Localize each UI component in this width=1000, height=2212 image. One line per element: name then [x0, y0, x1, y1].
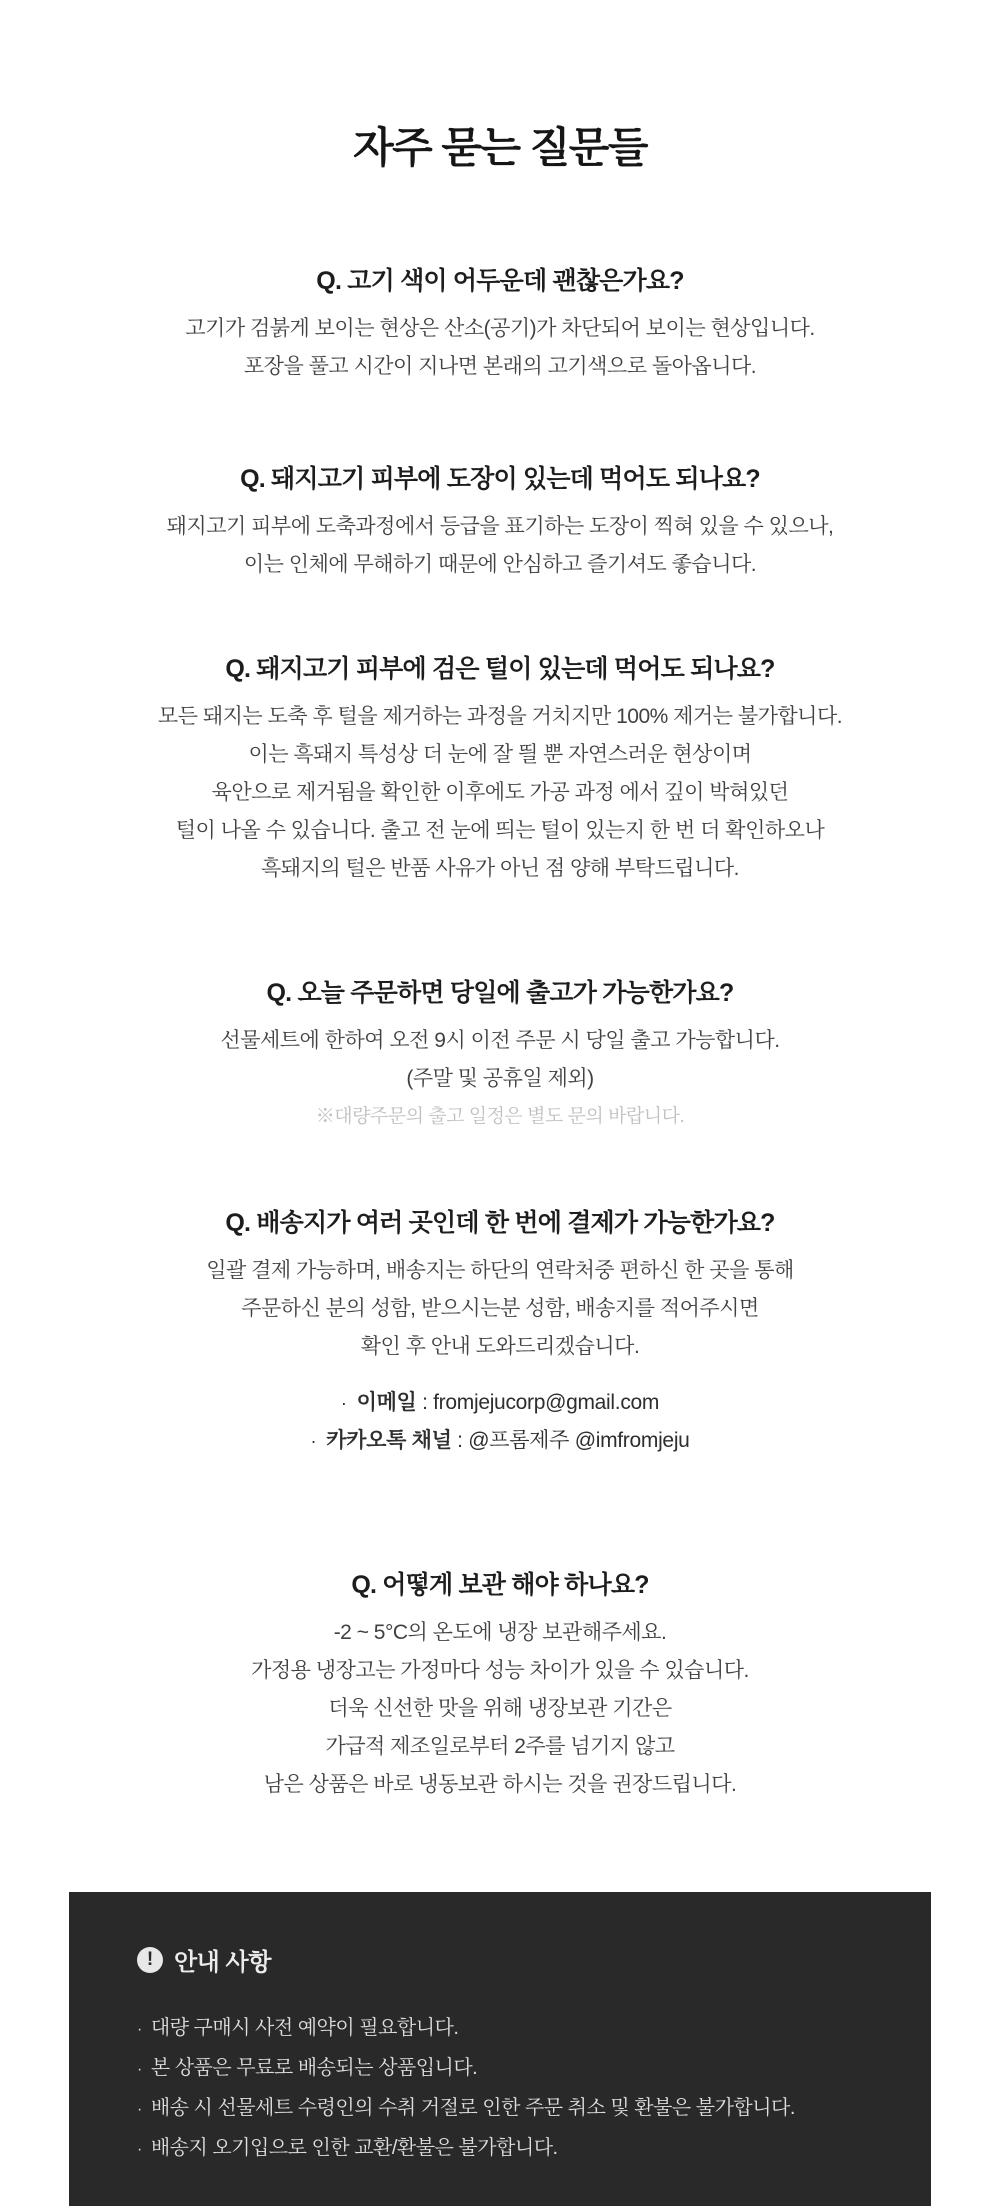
bullet-dot: · — [310, 1431, 317, 1451]
notice-list — [137, 2009, 891, 2169]
faq-answer-line: 포장을 풀고 시간이 지나면 본래의 고기색으로 돌아옵니다. — [243, 355, 757, 378]
faq-item-multiple-addresses — [0, 1208, 1000, 1460]
faq-answer-line: (주말 및 공휴일 제외) — [406, 1067, 594, 1090]
faq-item-skin-stamp — [0, 464, 1000, 584]
faq-question: Q. 돼지고기 피부에 검은 털이 있는데 먹어도 되나요? — [225, 655, 775, 683]
faq-question: Q. 고기 색이 어두운데 괜찮은가요? — [316, 267, 684, 295]
faq-item-storage — [0, 1570, 1000, 1804]
notice-title-row — [137, 1942, 891, 1977]
faq-answer-line: 더욱 신선한 맛을 위해 냉장보관 기간은 — [328, 1697, 672, 1720]
faq-answer-line: 이는 흑돼지 특성상 더 눈에 잘 띌 뿐 자연스러운 현상이며 — [248, 743, 752, 766]
faq-answer-line: 고기가 검붉게 보이는 현상은 산소(공기)가 차단되어 보이는 현상입니다. — [185, 317, 815, 340]
notice-item-text: 대량 구매시 사전 예약이 필요합니다. — [150, 2017, 459, 2039]
contact-email-label: 이메일 — [356, 1391, 417, 1414]
faq-answer-line: 모든 돼지는 도축 후 털을 제거하는 과정을 거치지만 100% 제거는 불가합니다. — [157, 705, 843, 728]
faq-question: Q. 어떻게 보관 해야 하나요? — [351, 1571, 649, 1599]
notice-item-text: 배송 시 선물세트 수령인의 수취 거절로 인한 주문 취소 및 환불은 불가합니다. — [150, 2097, 795, 2119]
notice-item — [137, 2129, 891, 2169]
notice-item-text: 본 상품은 무료로 배송되는 상품입니다. — [150, 2057, 478, 2079]
notice-item — [137, 2089, 891, 2129]
faq-answer-line: 육안으로 제거됨을 확인한 이후에도 가공 과정 에서 깊이 박혀있던 — [211, 781, 789, 804]
notice-box — [69, 1892, 931, 2206]
contact-email — [0, 1384, 1000, 1422]
faq-question: Q. 돼지고기 피부에 도장이 있는데 먹어도 되나요? — [240, 465, 760, 493]
faq-answer-line: 흑돼지의 털은 반품 사유가 아닌 점 양해 부탁드립니다. — [261, 857, 739, 880]
faq-answer-line: 가급적 제조일로부터 2주를 넘기지 않고 — [325, 1735, 675, 1758]
bullet-dot: · — [137, 2021, 142, 2038]
bullet-dot: · — [137, 2101, 142, 2118]
faq-answer-line: 털이 나올 수 있습니다. 출고 전 눈에 띄는 털이 있는지 한 번 더 확인하오나 — [175, 819, 825, 842]
bullet-dot: · — [340, 1393, 347, 1413]
faq-note: ※대량주문의 출고 일정은 별도 문의 바랍니다. — [315, 1106, 685, 1127]
faq-answer-line: 주문하신 분의 성함, 받으시는분 성함, 배송지를 적어주시면 — [241, 1297, 759, 1320]
notice-title: 안내 사항 — [174, 1949, 271, 1976]
exclamation-icon: ! — [137, 1947, 163, 1973]
bullet-dot: · — [137, 2061, 142, 2078]
faq-answer-line: 선물세트에 한하여 오전 9시 이전 주문 시 당일 출고 가능합니다. — [220, 1029, 780, 1052]
page-title: 자주 묻는 질문들 — [353, 124, 647, 171]
faq-answer-line: 남은 상품은 바로 냉동보관 하시는 것을 권장드립니다. — [263, 1773, 737, 1796]
contact-kakao-value: : @프롬제주 @imfromjeju — [451, 1429, 690, 1452]
notice-item — [137, 2009, 891, 2049]
contact-list — [0, 1384, 1000, 1460]
faq-question: Q. 오늘 주문하면 당일에 출고가 가능한가요? — [266, 979, 734, 1007]
contact-kakao — [0, 1422, 1000, 1460]
contact-email-value: : fromjejucorp@gmail.com — [416, 1391, 660, 1414]
faq-item-meat-color — [0, 266, 1000, 386]
notice-item — [137, 2049, 891, 2089]
faq-answer-line: 돼지고기 피부에 도축과정에서 등급을 표기하는 도장이 찍혀 있을 수 있으나, — [166, 515, 834, 538]
faq-item-black-hair — [0, 654, 1000, 888]
contact-kakao-label: 카카오톡 채널 — [326, 1429, 452, 1452]
faq-answer-line: 이는 인체에 무해하기 때문에 안심하고 즐기셔도 좋습니다. — [243, 553, 757, 576]
faq-answer-line: 확인 후 안내 도와드리겠습니다. — [360, 1335, 640, 1358]
faq-answer-line: 가정용 냉장고는 가정마다 성능 차이가 있을 수 있습니다. — [251, 1659, 749, 1682]
faq-item-same-day-shipping — [0, 978, 1000, 1132]
notice-item-text: 배송지 오기입으로 인한 교환/환불은 불가합니다. — [150, 2137, 558, 2159]
bullet-dot: · — [137, 2141, 142, 2158]
faq-answer-line: 일괄 결제 가능하며, 배송지는 하단의 연락처중 편하신 한 곳을 통해 — [206, 1259, 794, 1282]
faq-question: Q. 배송지가 여러 곳인데 한 번에 결제가 가능한가요? — [225, 1209, 775, 1237]
faq-answer-line: -2 ~ 5°C의 온도에 냉장 보관해주세요. — [333, 1621, 667, 1644]
